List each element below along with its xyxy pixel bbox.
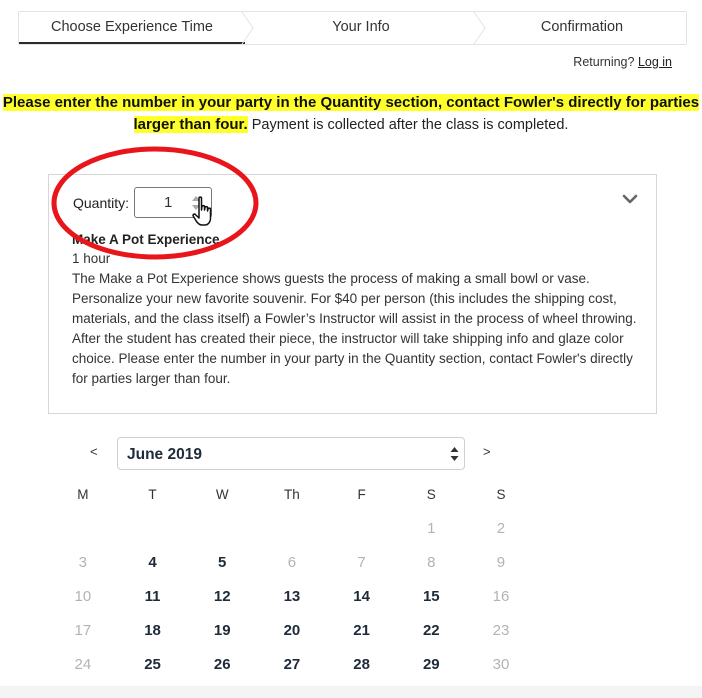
- weekday-label: M: [77, 487, 89, 502]
- notice-highlight: Please enter the number in your party in the Quantity section, contact Fowler's directly for parties larger than four.: [2, 94, 700, 133]
- calendar-day-available[interactable]: 28: [353, 656, 370, 673]
- weekday-label: T: [148, 487, 157, 502]
- progress-steps: [18, 11, 687, 45]
- calendar-day-unavailable: 1: [427, 520, 436, 537]
- calendar-empty-cell: [118, 512, 188, 546]
- calendar-week-row: [48, 580, 536, 614]
- calendar-week-row: [48, 648, 536, 682]
- calendar-day-available[interactable]: 12: [213, 588, 231, 605]
- next-month-button[interactable]: >: [483, 444, 491, 459]
- weekday-label: W: [215, 487, 229, 502]
- calendar-empty-cell: [187, 512, 257, 546]
- calendar-day-available[interactable]: 13: [283, 588, 301, 605]
- experience-title: Make A Pot Experience: [72, 232, 220, 247]
- calendar-empty-cell: [257, 512, 327, 546]
- calendar-day-available[interactable]: 19: [213, 622, 231, 639]
- calendar-day-unavailable: 30: [492, 656, 510, 673]
- calendar-day-unavailable: 6: [287, 554, 297, 571]
- quantity-label: Quantity:: [73, 195, 130, 211]
- calendar-day-available[interactable]: 14: [353, 588, 370, 605]
- calendar-empty-cell: [48, 512, 118, 546]
- calendar-day-available[interactable]: 27: [283, 656, 301, 673]
- calendar-day-unavailable: 23: [492, 622, 510, 639]
- returning-text: Returning?: [573, 55, 635, 69]
- experience-duration: 1 hour: [72, 251, 111, 266]
- calendar-day-unavailable: 24: [74, 656, 92, 673]
- calendar-day-unavailable: 3: [78, 554, 88, 571]
- chevron-down-icon[interactable]: [622, 193, 638, 205]
- step-your-info[interactable]: Your Info: [332, 19, 390, 35]
- login-link[interactable]: Log in: [637, 55, 672, 69]
- weekday-label: F: [357, 487, 366, 502]
- experience-card: [48, 174, 657, 414]
- calendar-weeks: [48, 512, 536, 682]
- weekday-label: S: [496, 487, 506, 502]
- calendar-day-unavailable: 16: [492, 588, 510, 605]
- hand-cursor-icon: [192, 196, 214, 228]
- calendar-day-available[interactable]: 4: [148, 554, 157, 571]
- calendar-day-available[interactable]: 25: [144, 656, 161, 673]
- party-size-notice: [0, 92, 702, 136]
- weekday-label: S: [426, 487, 436, 502]
- calendar-day-unavailable: 17: [74, 622, 92, 639]
- quantity-value: 1: [164, 194, 173, 211]
- calendar-day-available[interactable]: 29: [422, 656, 440, 673]
- calendar-day-available[interactable]: 18: [144, 622, 161, 639]
- notice-payment: Payment is collected after the class is completed.: [247, 117, 569, 133]
- weekday-label: Th: [284, 487, 300, 502]
- calendar-day-unavailable: 9: [496, 554, 506, 571]
- calendar-day-unavailable: 8: [427, 554, 436, 571]
- calendar-day-available[interactable]: 5: [218, 554, 227, 571]
- weekday-header: [48, 478, 536, 512]
- calendar-day-available[interactable]: 20: [283, 622, 301, 639]
- calendar-day-available[interactable]: 15: [422, 588, 440, 605]
- experience-description: The Make a Pot Experience shows guests the process of making a small bowl or vase. Personalize your new favorite souvenir. For $40 per person (this includes the shipping cost, materials, and the class itself) a Fowler’s Instructor will assist in the process of wheel throwing. After the student has created their piece, the instructor will take shipping info and glaze color choice. Please enter the number in your party in the Quantity section, contact Fowler's directly for parties larger than four.: [72, 271, 637, 386]
- calendar-day-unavailable: 10: [74, 588, 92, 605]
- step-choose-time[interactable]: Choose Experience Time: [19, 12, 245, 44]
- previous-month-button[interactable]: <: [90, 444, 98, 459]
- calendar-day-available[interactable]: 26: [213, 656, 231, 673]
- step-confirmation[interactable]: Confirmation: [540, 19, 624, 35]
- calendar-day-available[interactable]: 11: [144, 588, 161, 605]
- month-select[interactable]: [117, 437, 465, 470]
- calendar-empty-cell: [327, 512, 397, 546]
- calendar-day-available[interactable]: 21: [353, 622, 370, 639]
- calendar-day-unavailable: 2: [496, 520, 506, 537]
- page-footer-band: [0, 686, 702, 698]
- returning-prompt: [573, 55, 672, 69]
- month-select-value: June 2019: [127, 446, 202, 463]
- calendar-day-unavailable: 7: [357, 554, 366, 571]
- calendar-week-row: [48, 512, 536, 546]
- calendar-day-available[interactable]: 22: [422, 622, 440, 639]
- calendar-grid: [48, 478, 536, 682]
- select-arrows-icon: [450, 445, 459, 463]
- calendar-week-row: [48, 546, 536, 580]
- calendar-week-row: [48, 614, 536, 648]
